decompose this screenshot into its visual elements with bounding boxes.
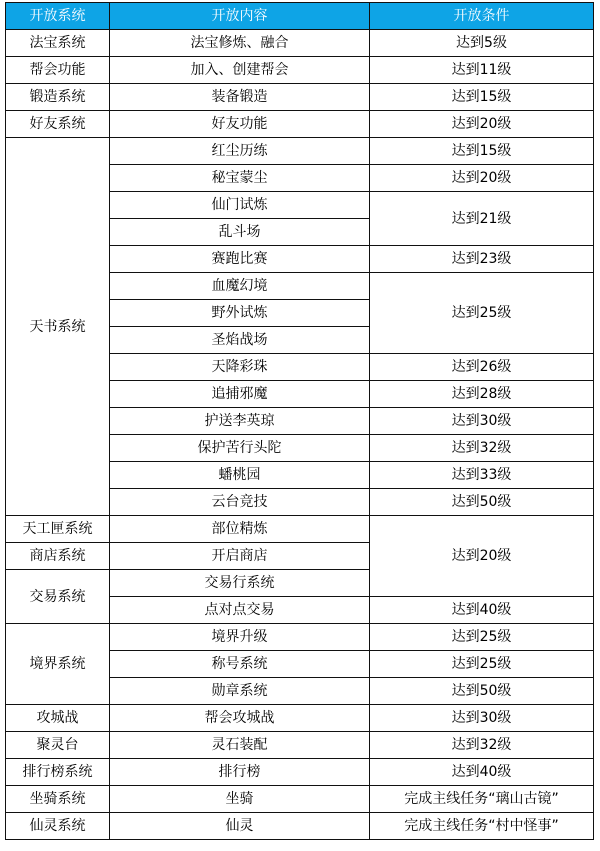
content-cell: 保护苦行头陀 — [110, 435, 370, 462]
content-cell: 追捕邪魔 — [110, 381, 370, 408]
table-row — [6, 786, 594, 813]
condition-cell: 达到32级 — [370, 435, 594, 462]
condition-cell: 达到25级 — [370, 624, 594, 651]
condition-cell: 达到28级 — [370, 381, 594, 408]
condition-cell: 达到50级 — [370, 489, 594, 516]
system-cell: 排行榜系统 — [6, 759, 110, 786]
table-row — [6, 57, 594, 84]
feature-unlock-table — [5, 2, 594, 840]
content-cell: 野外试炼 — [110, 300, 370, 327]
table-row — [6, 516, 594, 543]
content-cell: 勋章系统 — [110, 678, 370, 705]
system-cell: 天工匣系统 — [6, 516, 110, 543]
condition-cell: 达到20级 — [370, 165, 594, 192]
content-cell: 装备锻造 — [110, 84, 370, 111]
system-cell: 法宝系统 — [6, 30, 110, 57]
content-cell: 仙灵 — [110, 813, 370, 840]
content-cell: 赛跑比赛 — [110, 246, 370, 273]
content-cell: 境界升级 — [110, 624, 370, 651]
content-cell: 帮会攻城战 — [110, 705, 370, 732]
condition-cell: 完成主线任务“璃山古镜” — [370, 786, 594, 813]
content-cell: 仙门试炼 — [110, 192, 370, 219]
system-cell: 帮会功能 — [6, 57, 110, 84]
content-cell: 灵石装配 — [110, 732, 370, 759]
table-row — [6, 624, 594, 651]
condition-cell: 达到20级 — [370, 516, 594, 597]
content-cell: 红尘历练 — [110, 138, 370, 165]
condition-cell: 完成主线任务“村中怪事” — [370, 813, 594, 840]
system-cell: 天书系统 — [6, 138, 110, 516]
table-row — [6, 705, 594, 732]
condition-cell: 达到15级 — [370, 84, 594, 111]
condition-cell: 达到5级 — [370, 30, 594, 57]
condition-cell: 达到23级 — [370, 246, 594, 273]
header-row — [6, 3, 594, 30]
condition-cell: 达到30级 — [370, 408, 594, 435]
content-cell: 交易行系统 — [110, 570, 370, 597]
condition-cell: 达到40级 — [370, 597, 594, 624]
system-cell: 仙灵系统 — [6, 813, 110, 840]
condition-cell: 达到40级 — [370, 759, 594, 786]
system-cell: 聚灵台 — [6, 732, 110, 759]
content-cell: 圣焰战场 — [110, 327, 370, 354]
content-cell: 加入、创建帮会 — [110, 57, 370, 84]
condition-cell: 达到32级 — [370, 732, 594, 759]
content-cell: 秘宝蒙尘 — [110, 165, 370, 192]
condition-cell: 达到30级 — [370, 705, 594, 732]
content-cell: 点对点交易 — [110, 597, 370, 624]
system-cell: 交易系统 — [6, 570, 110, 624]
content-cell: 开启商店 — [110, 543, 370, 570]
system-cell: 商店系统 — [6, 543, 110, 570]
condition-cell: 达到33级 — [370, 462, 594, 489]
content-cell: 乱斗场 — [110, 219, 370, 246]
table-row — [6, 138, 594, 165]
condition-cell: 达到50级 — [370, 678, 594, 705]
table-row — [6, 30, 594, 57]
table-row — [6, 84, 594, 111]
content-cell: 排行榜 — [110, 759, 370, 786]
condition-cell: 达到15级 — [370, 138, 594, 165]
system-cell: 锻造系统 — [6, 84, 110, 111]
system-cell: 好友系统 — [6, 111, 110, 138]
condition-cell: 达到25级 — [370, 273, 594, 354]
content-cell: 法宝修炼、融合 — [110, 30, 370, 57]
condition-cell: 达到20级 — [370, 111, 594, 138]
header-condition: 开放条件 — [370, 3, 594, 30]
content-cell: 护送李英琼 — [110, 408, 370, 435]
condition-cell: 达到25级 — [370, 651, 594, 678]
content-cell: 蟠桃园 — [110, 462, 370, 489]
system-cell: 攻城战 — [6, 705, 110, 732]
condition-cell: 达到26级 — [370, 354, 594, 381]
system-cell: 境界系统 — [6, 624, 110, 705]
table-row — [6, 732, 594, 759]
content-cell: 天降彩珠 — [110, 354, 370, 381]
condition-cell: 达到21级 — [370, 192, 594, 246]
content-cell: 称号系统 — [110, 651, 370, 678]
table-row — [6, 813, 594, 840]
header-system: 开放系统 — [6, 3, 110, 30]
system-cell: 坐骑系统 — [6, 786, 110, 813]
content-cell: 坐骑 — [110, 786, 370, 813]
content-cell: 部位精炼 — [110, 516, 370, 543]
content-cell: 云台竞技 — [110, 489, 370, 516]
content-cell: 好友功能 — [110, 111, 370, 138]
content-cell: 血魔幻境 — [110, 273, 370, 300]
table-row — [6, 111, 594, 138]
header-content: 开放内容 — [110, 3, 370, 30]
condition-cell: 达到11级 — [370, 57, 594, 84]
table-row — [6, 759, 594, 786]
